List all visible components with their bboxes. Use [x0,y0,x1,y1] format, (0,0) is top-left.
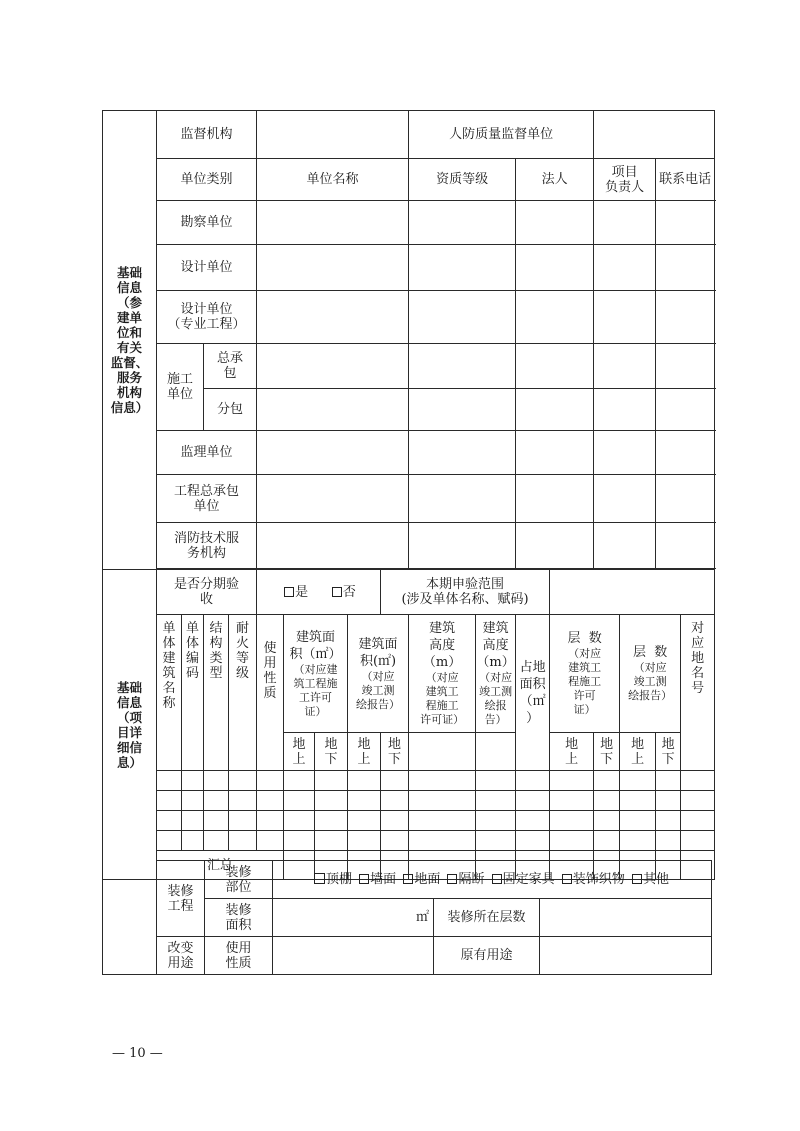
phased-no-checkbox[interactable] [332,587,342,597]
decoration-label: 装修 工程 [157,861,205,937]
cell[interactable] [656,831,681,851]
subcontract-phone-field[interactable] [656,389,715,431]
cell[interactable] [409,811,476,831]
decoration-area-label: 装修 面积 [205,899,273,937]
row-supervision [103,431,715,475]
cell[interactable] [284,791,315,811]
design-leader-field[interactable] [594,245,656,291]
row-fire-service [103,523,715,569]
cell[interactable] [284,831,315,851]
general-contract-name-field[interactable] [257,344,409,389]
cell[interactable] [204,791,229,811]
cell[interactable] [229,831,257,851]
design-special-legal-field[interactable] [516,291,594,344]
cell[interactable] [681,811,715,831]
cell[interactable] [409,791,476,811]
decoration-floor-field[interactable] [540,899,712,937]
col-fire-rating: 耐火等级 [229,615,257,771]
cell[interactable] [516,811,550,831]
cell[interactable] [182,791,204,811]
header-unit-name: 单位名称 [257,159,409,201]
cell[interactable] [620,811,656,831]
height-permit-sub [409,733,476,771]
general-contract-qualification-field[interactable] [409,344,516,389]
decoration-floor-label: 装修所在层数 [434,899,540,937]
cell[interactable] [476,831,516,851]
col-height-survey: 建筑 高度 （m） （对应 竣工测 绘报 告） [476,615,516,733]
floors-survey-below: 地 下 [656,733,681,771]
row-design [103,245,715,291]
supervision-qualification-field[interactable] [409,431,516,475]
col-area-permit: 建筑面 积（㎡） （对应建 筑工程施 工许可 证） [284,615,348,733]
use-nature-label: 使用 性质 [205,937,273,975]
label-subcontract: 分包 [204,389,257,431]
decoration-table [102,860,712,975]
col-floors-permit: 层 数 （对应 建筑工 程施工 许可 证） [550,615,620,733]
option-furniture-checkbox[interactable] [492,874,502,884]
cell[interactable] [315,791,348,811]
fire-service-legal-field[interactable] [516,523,594,569]
supervision-leader-field[interactable] [594,431,656,475]
phased-label: 是否分期验 收 [157,570,257,615]
area-unit: ㎡ [415,910,429,925]
option-partition-label: 隔断 [458,872,485,887]
area-permit-above: 地 上 [284,733,315,771]
cell[interactable] [257,771,284,791]
col-floors-survey: 层 数 （对应 竣工测 绘报告） [620,615,681,733]
header-qualification: 资质等级 [409,159,516,201]
design-special-leader-field[interactable] [594,291,656,344]
label-design: 设计单位 [157,245,257,291]
option-other-checkbox[interactable] [632,874,642,884]
cell[interactable] [620,791,656,811]
cell[interactable] [409,771,476,791]
cell[interactable] [204,811,229,831]
cell[interactable] [284,771,315,791]
section2-side-label: 基础 信息 （项 目详 细信 息） [103,570,157,880]
survey-name-field[interactable] [257,201,409,245]
survey-qualification-field[interactable] [409,201,516,245]
option-fabric-checkbox[interactable] [562,874,572,884]
design-phone-field[interactable] [656,245,715,291]
cell[interactable] [157,771,182,791]
option-other-label: 其他 [642,872,669,887]
cell[interactable] [681,771,715,791]
floors-permit-below: 地 下 [594,733,620,771]
fire-service-qualification-field[interactable] [409,523,516,569]
subcontract-qualification-field[interactable] [409,389,516,431]
table-row [103,811,715,831]
cell[interactable] [620,771,656,791]
cell[interactable] [381,791,409,811]
row-epc [103,475,715,523]
use-nature-field[interactable] [273,937,434,975]
fire-service-leader-field[interactable] [594,523,656,569]
survey-phone-field[interactable] [656,201,715,245]
height-survey-sub [476,733,516,771]
cell[interactable] [348,771,381,791]
scope-label: 本期申验范围 (涉及单体名称、赋码) [381,570,550,615]
area-permit-below: 地 下 [315,733,348,771]
epc-name-field[interactable] [257,475,409,523]
subcontract-name-field[interactable] [257,389,409,431]
original-use-field[interactable] [540,937,712,975]
cell[interactable] [516,831,550,851]
header-legal-person: 法人 [516,159,594,201]
cell[interactable] [550,771,594,791]
cell[interactable] [284,811,315,831]
section1-side-label: 基础 信息 （参 建单 位和 有关 监督、 服务 机构 信息） [103,111,157,570]
general-contract-leader-field[interactable] [594,344,656,389]
col-structure: 结构类型 [204,615,229,771]
cell[interactable] [182,811,204,831]
cell[interactable] [157,791,182,811]
subcontract-legal-field[interactable] [516,389,594,431]
summary-label: 汇总 [157,851,284,880]
phased-options [257,570,381,615]
cell[interactable] [182,771,204,791]
cell[interactable] [257,811,284,831]
cell[interactable] [204,831,229,851]
cell[interactable] [229,791,257,811]
cell[interactable] [381,831,409,851]
cell[interactable] [681,791,715,811]
design-special-name-field[interactable] [257,291,409,344]
design-special-phone-field[interactable] [656,291,715,344]
area-survey-below: 地 下 [381,733,409,771]
cell[interactable] [182,831,204,851]
cell[interactable] [476,811,516,831]
label-general-contract: 总承 包 [204,344,257,389]
label-construction: 施工 单位 [157,344,204,431]
change-use-label: 改变 用途 [157,937,205,975]
epc-phone-field[interactable] [656,475,715,523]
label-epc: 工程总承包 单位 [157,475,257,523]
col-place-name: 对应地名号 [681,615,715,771]
phased-no-label: 否 [342,584,356,600]
cell[interactable] [157,811,182,831]
epc-qualification-field[interactable] [409,475,516,523]
section2-side-continued [103,861,157,975]
table-row [103,771,715,791]
phased-yes-label: 是 [295,584,309,600]
fire-service-name-field[interactable] [257,523,409,569]
floors-survey-above: 地 上 [620,733,656,771]
design-qualification-field[interactable] [409,245,516,291]
decoration-area-field[interactable] [273,899,434,937]
floors-permit-above: 地 上 [550,733,594,771]
table-row [103,791,715,811]
cell[interactable] [315,811,348,831]
survey-leader-field[interactable] [594,201,656,245]
option-floor-label: 地面 [414,872,441,887]
cell[interactable] [257,791,284,811]
row-survey [103,201,715,245]
cell[interactable] [409,831,476,851]
cell[interactable] [516,791,550,811]
table-row [103,831,715,851]
decoration-options [273,861,712,899]
cell[interactable] [681,831,715,851]
label-supervision: 监理单位 [157,431,257,475]
general-contract-phone-field[interactable] [656,344,715,389]
subcontract-leader-field[interactable] [594,389,656,431]
cell[interactable] [550,811,594,831]
supervision-agency-field[interactable] [257,111,409,159]
decoration-part-label: 装修 部位 [205,861,273,899]
cell[interactable] [348,811,381,831]
cell[interactable] [550,791,594,811]
col-area-survey: 建筑面 积(㎡) （对应 竣工测 绘报告） [348,615,409,733]
supervision-name-field[interactable] [257,431,409,475]
option-floor-checkbox[interactable] [403,874,413,884]
option-partition-checkbox[interactable] [447,874,457,884]
cell[interactable] [229,811,257,831]
header-project-leader: 项目 负责人 [594,159,656,201]
survey-legal-field[interactable] [516,201,594,245]
design-legal-field[interactable] [516,245,594,291]
option-fabric-label: 装饰织物 [572,872,625,887]
epc-legal-field[interactable] [516,475,594,523]
option-ceiling-checkbox[interactable] [314,873,325,884]
cell[interactable] [229,771,257,791]
option-wall-checkbox[interactable] [359,874,369,884]
cell[interactable] [157,831,182,851]
label-survey: 勘察单位 [157,201,257,245]
cell[interactable] [315,771,348,791]
option-furniture-label: 固定家具 [502,872,555,887]
option-ceiling-label: 顶棚 [326,872,353,887]
design-name-field[interactable] [257,245,409,291]
design-special-qualification-field[interactable] [409,291,516,344]
civil-defense-field[interactable] [594,111,715,159]
cell[interactable] [476,771,516,791]
row-design-special [103,291,715,344]
general-contract-legal-field[interactable] [516,344,594,389]
cell[interactable] [381,771,409,791]
cell[interactable] [348,831,381,851]
cell[interactable] [594,831,620,851]
cell[interactable] [656,771,681,791]
col-height-permit: 建筑 高度 （m） （对应 建筑工 程施工 许可证） [409,615,476,733]
col-building-no: 单体编码 [182,615,204,771]
cell[interactable] [594,791,620,811]
option-wall-label: 墙面 [370,872,397,887]
col-land-area: 占地 面积 （㎡ ） [516,615,550,771]
page-number: — 10 — [112,1046,163,1061]
cell[interactable] [516,771,550,791]
cell[interactable] [315,831,348,851]
row-general-contract [103,344,715,389]
cell[interactable] [594,771,620,791]
scope-field[interactable] [550,570,715,615]
civil-defense-label: 人防质量监督单位 [409,111,594,159]
supervision-phone-field[interactable] [656,431,715,475]
epc-leader-field[interactable] [594,475,656,523]
original-use-label: 原有用途 [434,937,540,975]
col-building-name: 单体建筑名称 [157,615,182,771]
supervision-legal-field[interactable] [516,431,594,475]
cell[interactable] [594,811,620,831]
phased-yes-checkbox[interactable] [284,587,294,597]
label-design-special: 设计单位 （专业工程） [157,291,257,344]
cell[interactable] [620,831,656,851]
label-fire-service: 消防技术服 务机构 [157,523,257,569]
fire-service-phone-field[interactable] [656,523,715,569]
header-phone: 联系电话 [656,159,715,201]
header-unit-type: 单位类别 [157,159,257,201]
col-use-nature: 使用性质 [257,615,284,771]
supervision-agency-label: 监督机构 [157,111,257,159]
cell[interactable] [204,771,229,791]
cell[interactable] [656,791,681,811]
cell[interactable] [476,791,516,811]
cell[interactable] [381,811,409,831]
cell[interactable] [550,831,594,851]
area-survey-above: 地 上 [348,733,381,771]
cell[interactable] [257,831,284,851]
cell[interactable] [656,811,681,831]
cell[interactable] [348,791,381,811]
form-table [102,110,715,880]
